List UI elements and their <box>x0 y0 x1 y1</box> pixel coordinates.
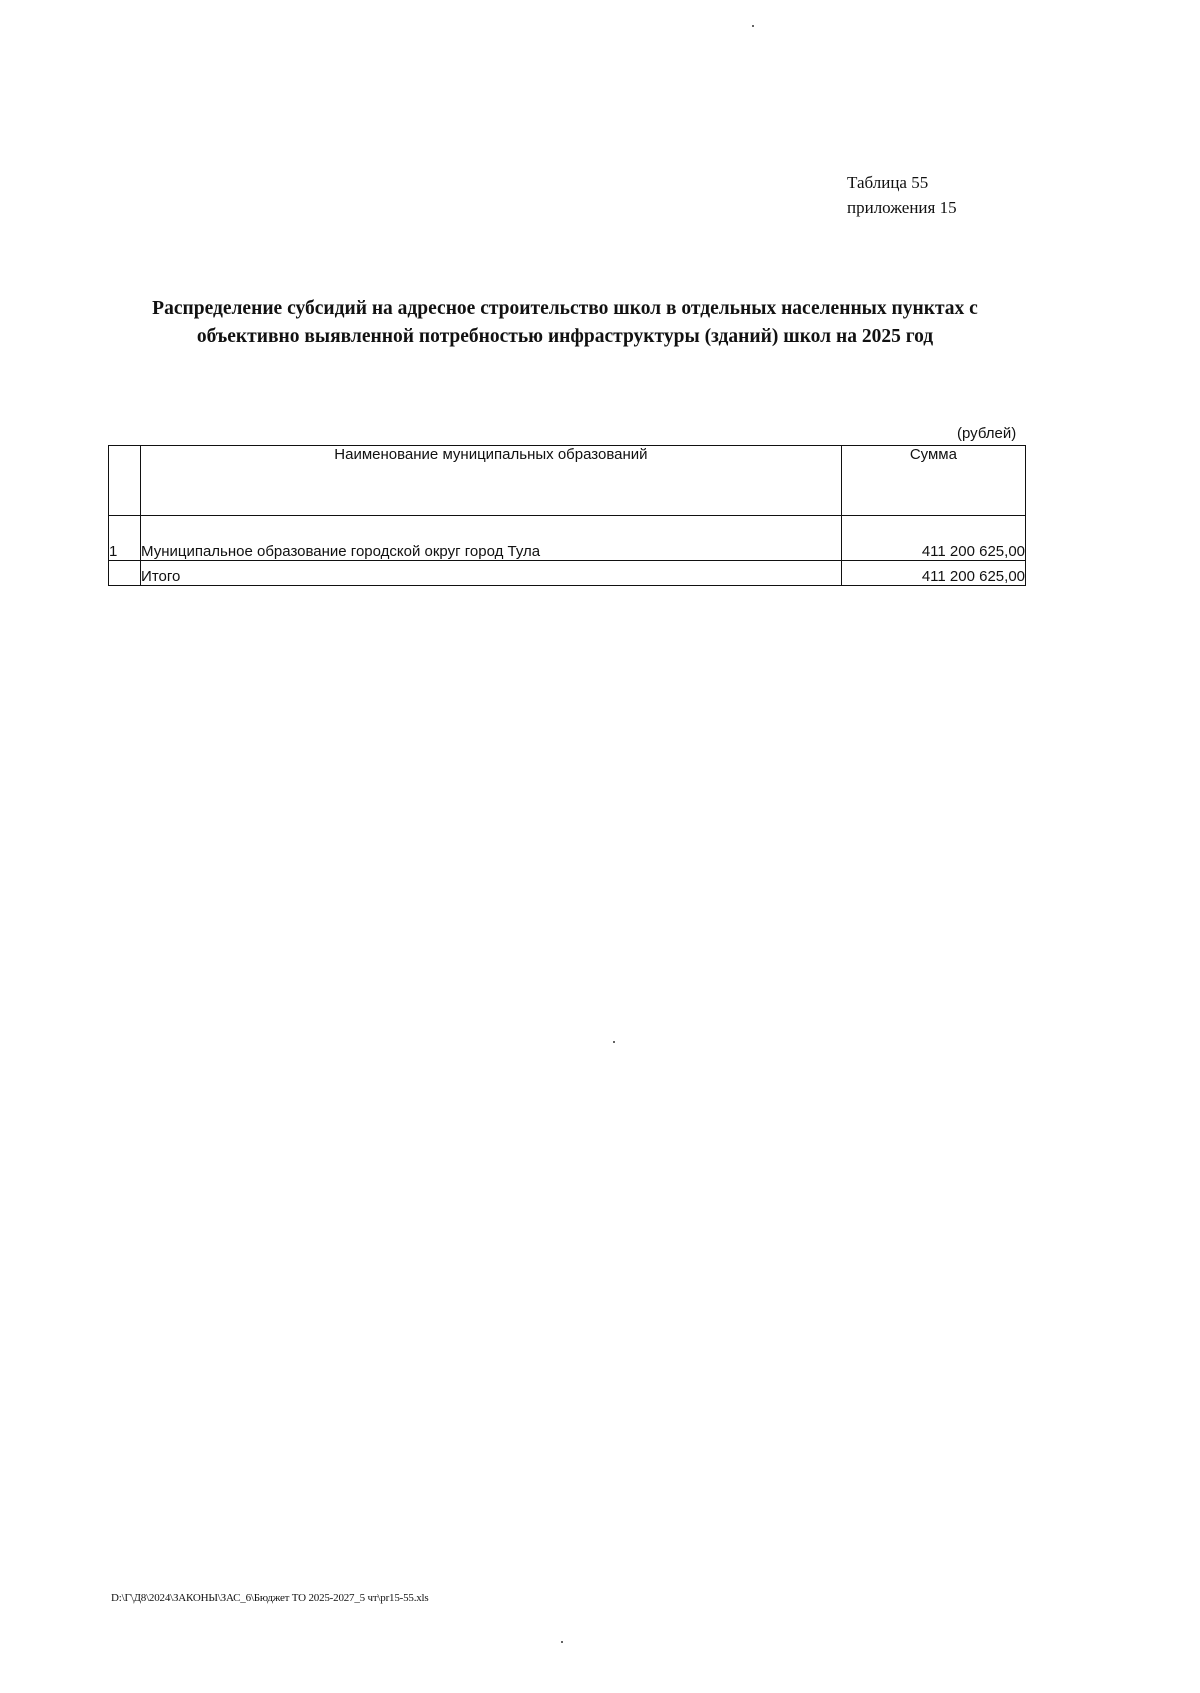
table-reference <box>847 170 957 220</box>
scan-speck <box>561 1641 563 1643</box>
document-title-line-2: объективно выявленной потребностью инфраструктуры (зданий) школ на 2025 год <box>196 326 934 347</box>
column-header-number <box>109 446 141 516</box>
document-title <box>100 295 1030 351</box>
total-sum: 411 200 625,00 <box>841 561 1025 586</box>
table-row <box>109 516 1026 561</box>
row-number: 1 <box>109 516 141 561</box>
table-number-label: Таблица 55 <box>847 173 929 192</box>
municipality-name: Муниципальное образование городской округ город Тула <box>141 516 842 561</box>
units-label: (рублей) <box>957 425 1017 442</box>
document-title-line-1: Распределение субсидий на адресное строительство школ в отдельных населенных пунктах с <box>152 298 978 319</box>
subsidy-table <box>108 445 1026 586</box>
scan-speck <box>613 1041 615 1043</box>
total-row-number <box>109 561 141 586</box>
row-sum: 411 200 625,00 <box>841 516 1025 561</box>
table-header-row <box>109 446 1026 516</box>
file-path-footer: D:\Г\Д8\2024\ЗАКОНЫ\ЗАС_6\Бюджет ТО 2025-2027_5 чт\pr15-55.xls <box>111 1592 429 1604</box>
table-total-row <box>109 561 1026 586</box>
scan-speck <box>752 25 754 27</box>
total-label: Итого <box>141 561 842 586</box>
column-header-name: Наименование муниципальных образований <box>141 446 842 516</box>
column-header-sum: Сумма <box>841 446 1025 516</box>
appendix-label: приложения 15 <box>847 198 957 217</box>
